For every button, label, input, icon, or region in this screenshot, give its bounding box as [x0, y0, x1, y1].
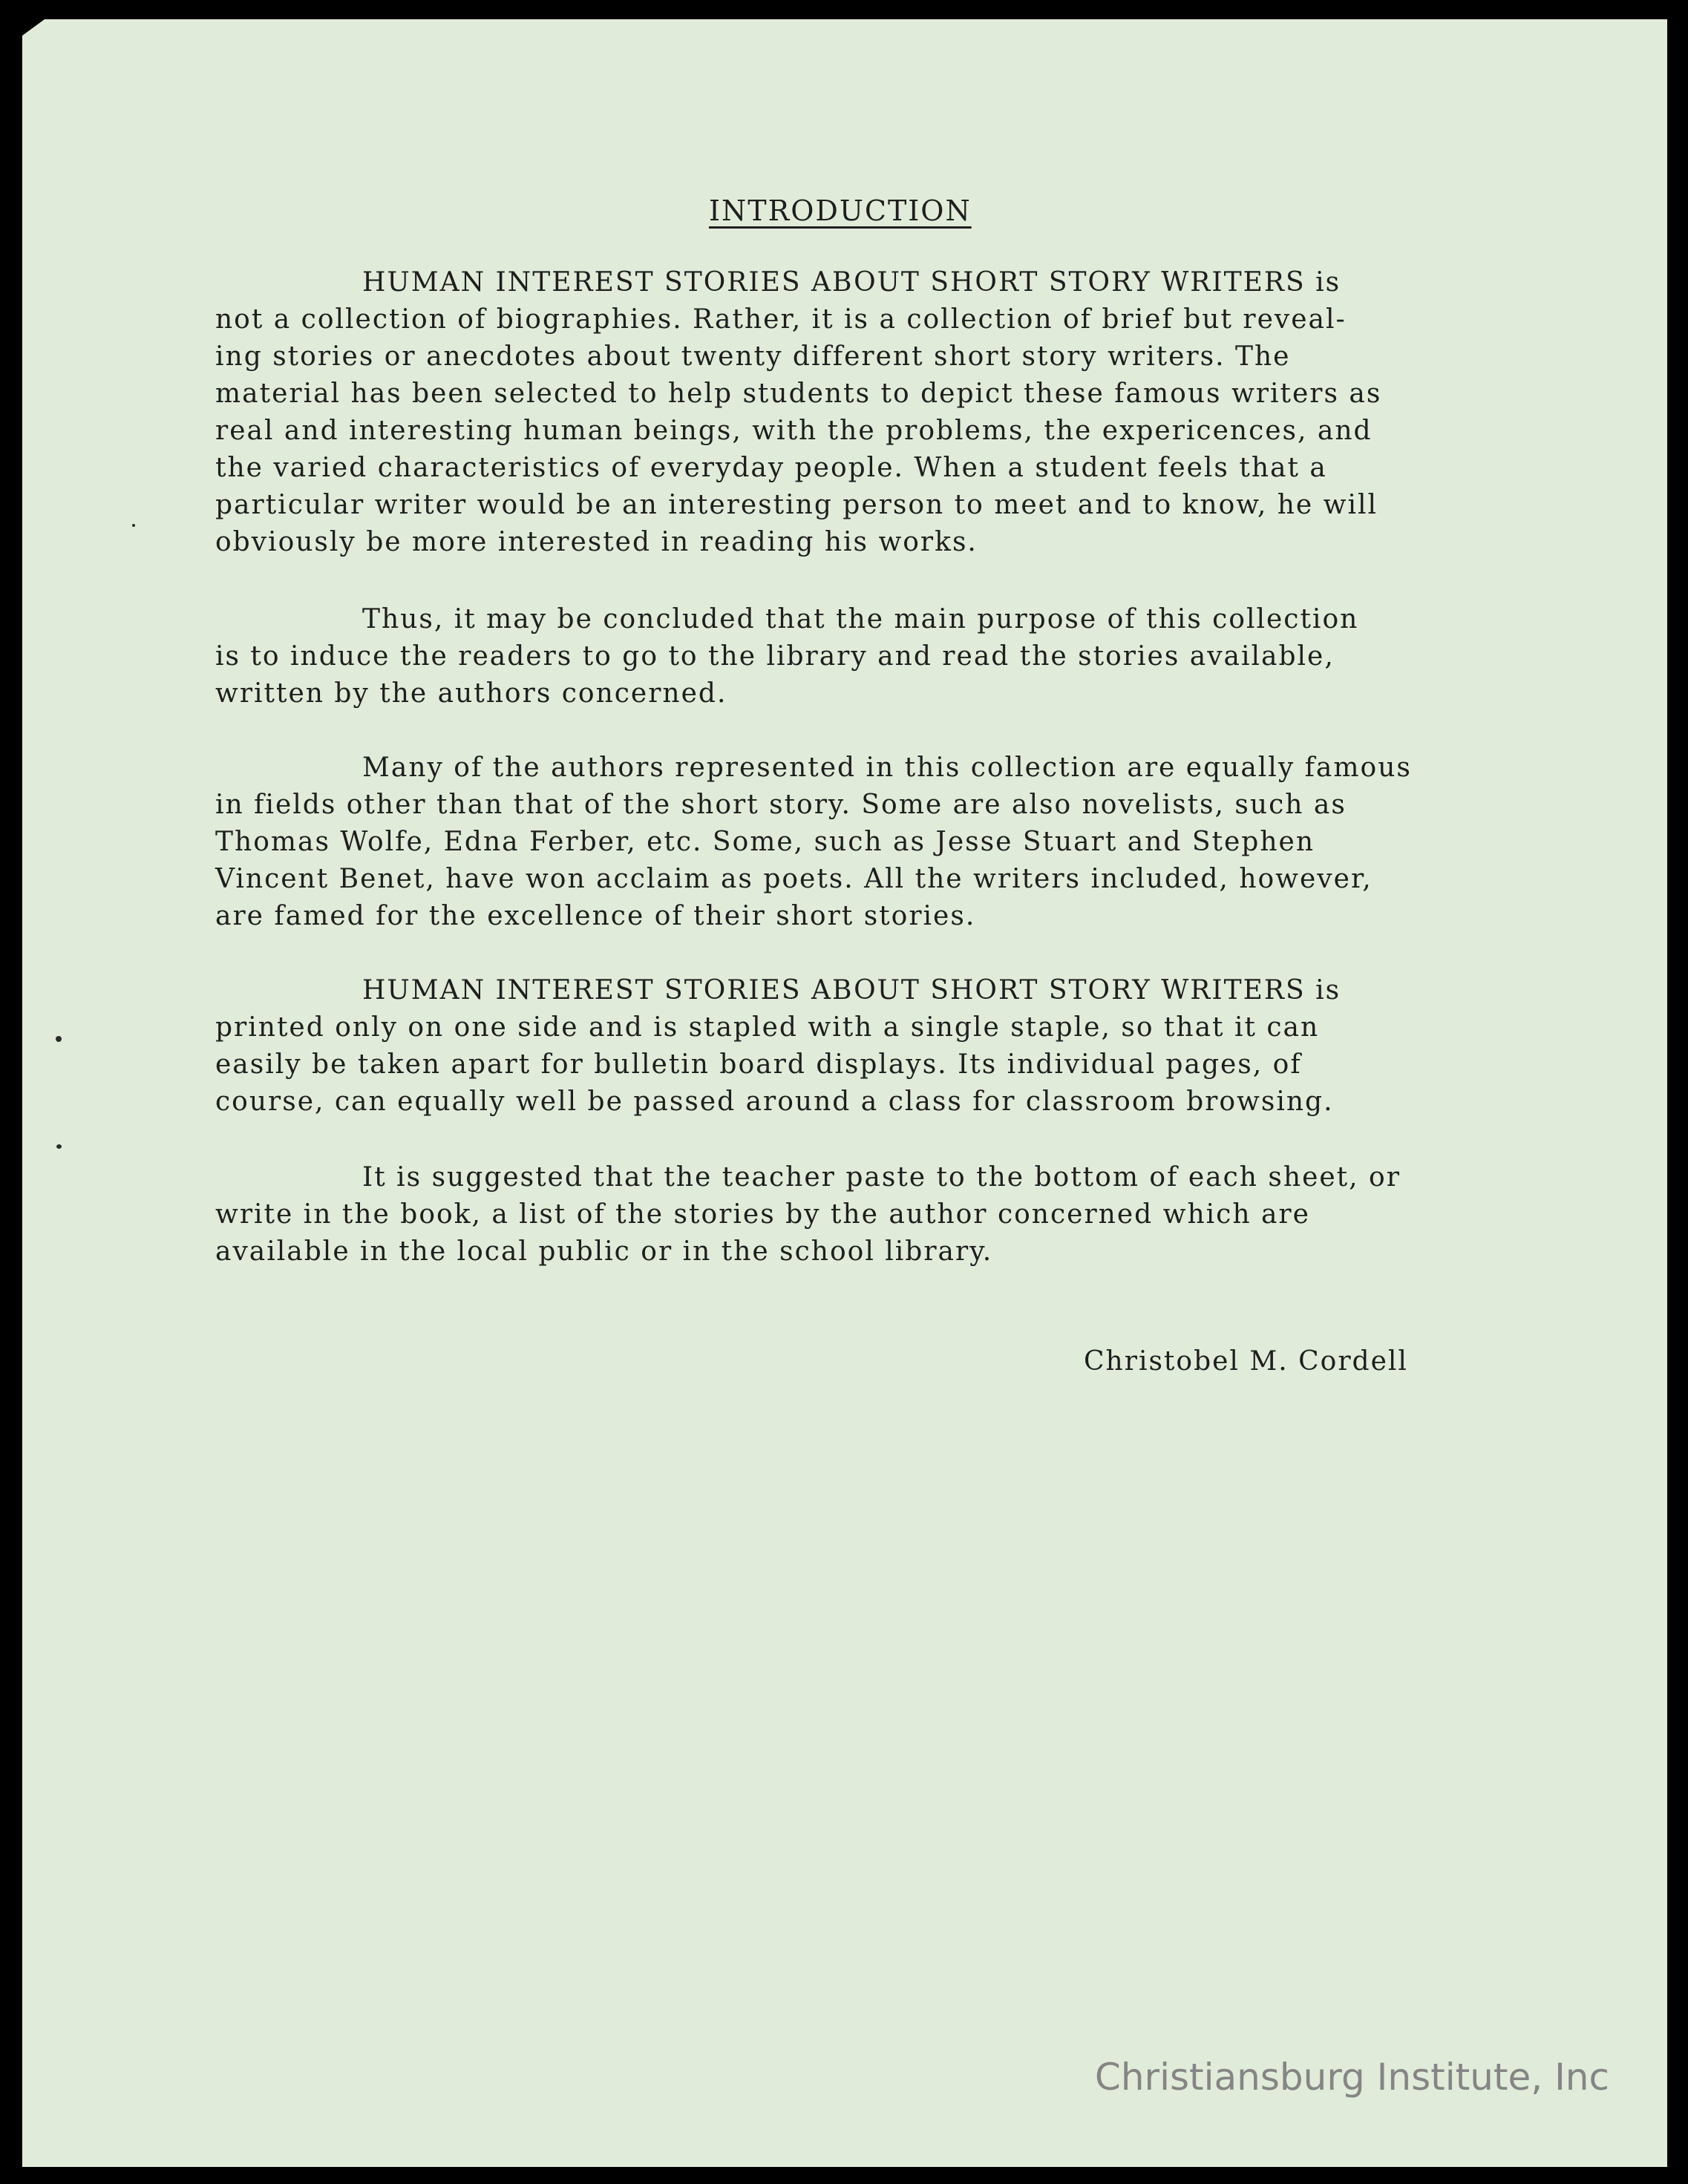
author-signature: Christobel M. Cordell: [1084, 1346, 1408, 1377]
paragraph-line: not a collection of biographies. Rather, it is a collection of brief but reveal-: [215, 304, 1347, 335]
paragraph-line: course, can equally well be passed around a class for classroom browsing.: [215, 1086, 1334, 1117]
paragraph-line: Vincent Benet, have won acclaim as poets. All the writers included, however,: [215, 864, 1373, 894]
paragraph-line: Thomas Wolfe, Edna Ferber, etc. Some, such as Jesse Stuart and Stephen: [215, 827, 1315, 857]
paragraph-line: Thus, it may be concluded that the main purpose of this collection: [362, 604, 1359, 634]
paragraph-2: [215, 601, 1507, 712]
paragraph-line: the varied characteristics of everyday people. When a student feels that a: [215, 453, 1327, 483]
paragraph-line: printed only on one side and is stapled with a single staple, so that it can: [215, 1012, 1320, 1043]
speck-mark: [56, 1144, 62, 1149]
paragraph-line: obviously be more interested in reading his works.: [215, 527, 978, 557]
paragraph-line: Many of the authors represented in this collection are equally famous: [362, 752, 1412, 783]
paragraph-3: [215, 750, 1507, 935]
paragraph-line: write in the book, a list of the stories by the author concerned which are: [215, 1199, 1310, 1230]
paragraph-4: [215, 972, 1507, 1121]
paragraph-line: are famed for the excellence of their short stories.: [215, 901, 976, 931]
paragraph-line: available in the local public or in the school library.: [215, 1236, 993, 1267]
speck-mark: [56, 1036, 62, 1042]
paragraph-line: easily be taken apart for bulletin board displays. Its individual pages, of: [215, 1049, 1302, 1080]
paragraph-5: [215, 1159, 1507, 1270]
page-title: INTRODUCTION: [709, 194, 972, 227]
paragraph-1: [215, 264, 1507, 561]
paragraph-line: real and interesting human beings, with the problems, the expericences, and: [215, 416, 1373, 446]
paragraph-line: HUMAN INTEREST STORIES ABOUT SHORT STORY WRITERS is: [362, 975, 1341, 1006]
paragraph-line: material has been selected to help students to depict these famous writers as: [215, 378, 1382, 409]
paragraph-line: HUMAN INTEREST STORIES ABOUT SHORT STORY WRITERS is: [362, 267, 1341, 298]
paragraph-line: particular writer would be an interesting person to meet and to know, he will: [215, 490, 1378, 520]
paragraph-line: It is suggested that the teacher paste to the bottom of each sheet, or: [362, 1162, 1401, 1193]
paragraph-line: is to induce the readers to go to the library and read the stories available,: [215, 641, 1335, 672]
speck-mark: [132, 524, 135, 527]
watermark-text: Christiansburg Institute, Inc: [1094, 2056, 1609, 2099]
paragraph-line: in fields other than that of the short story. Some are also novelists, such as: [215, 790, 1347, 820]
paragraph-line: ing stories or anecdotes about twenty different short story writers. The: [215, 341, 1291, 372]
paragraph-line: written by the authors concerned.: [215, 678, 727, 709]
